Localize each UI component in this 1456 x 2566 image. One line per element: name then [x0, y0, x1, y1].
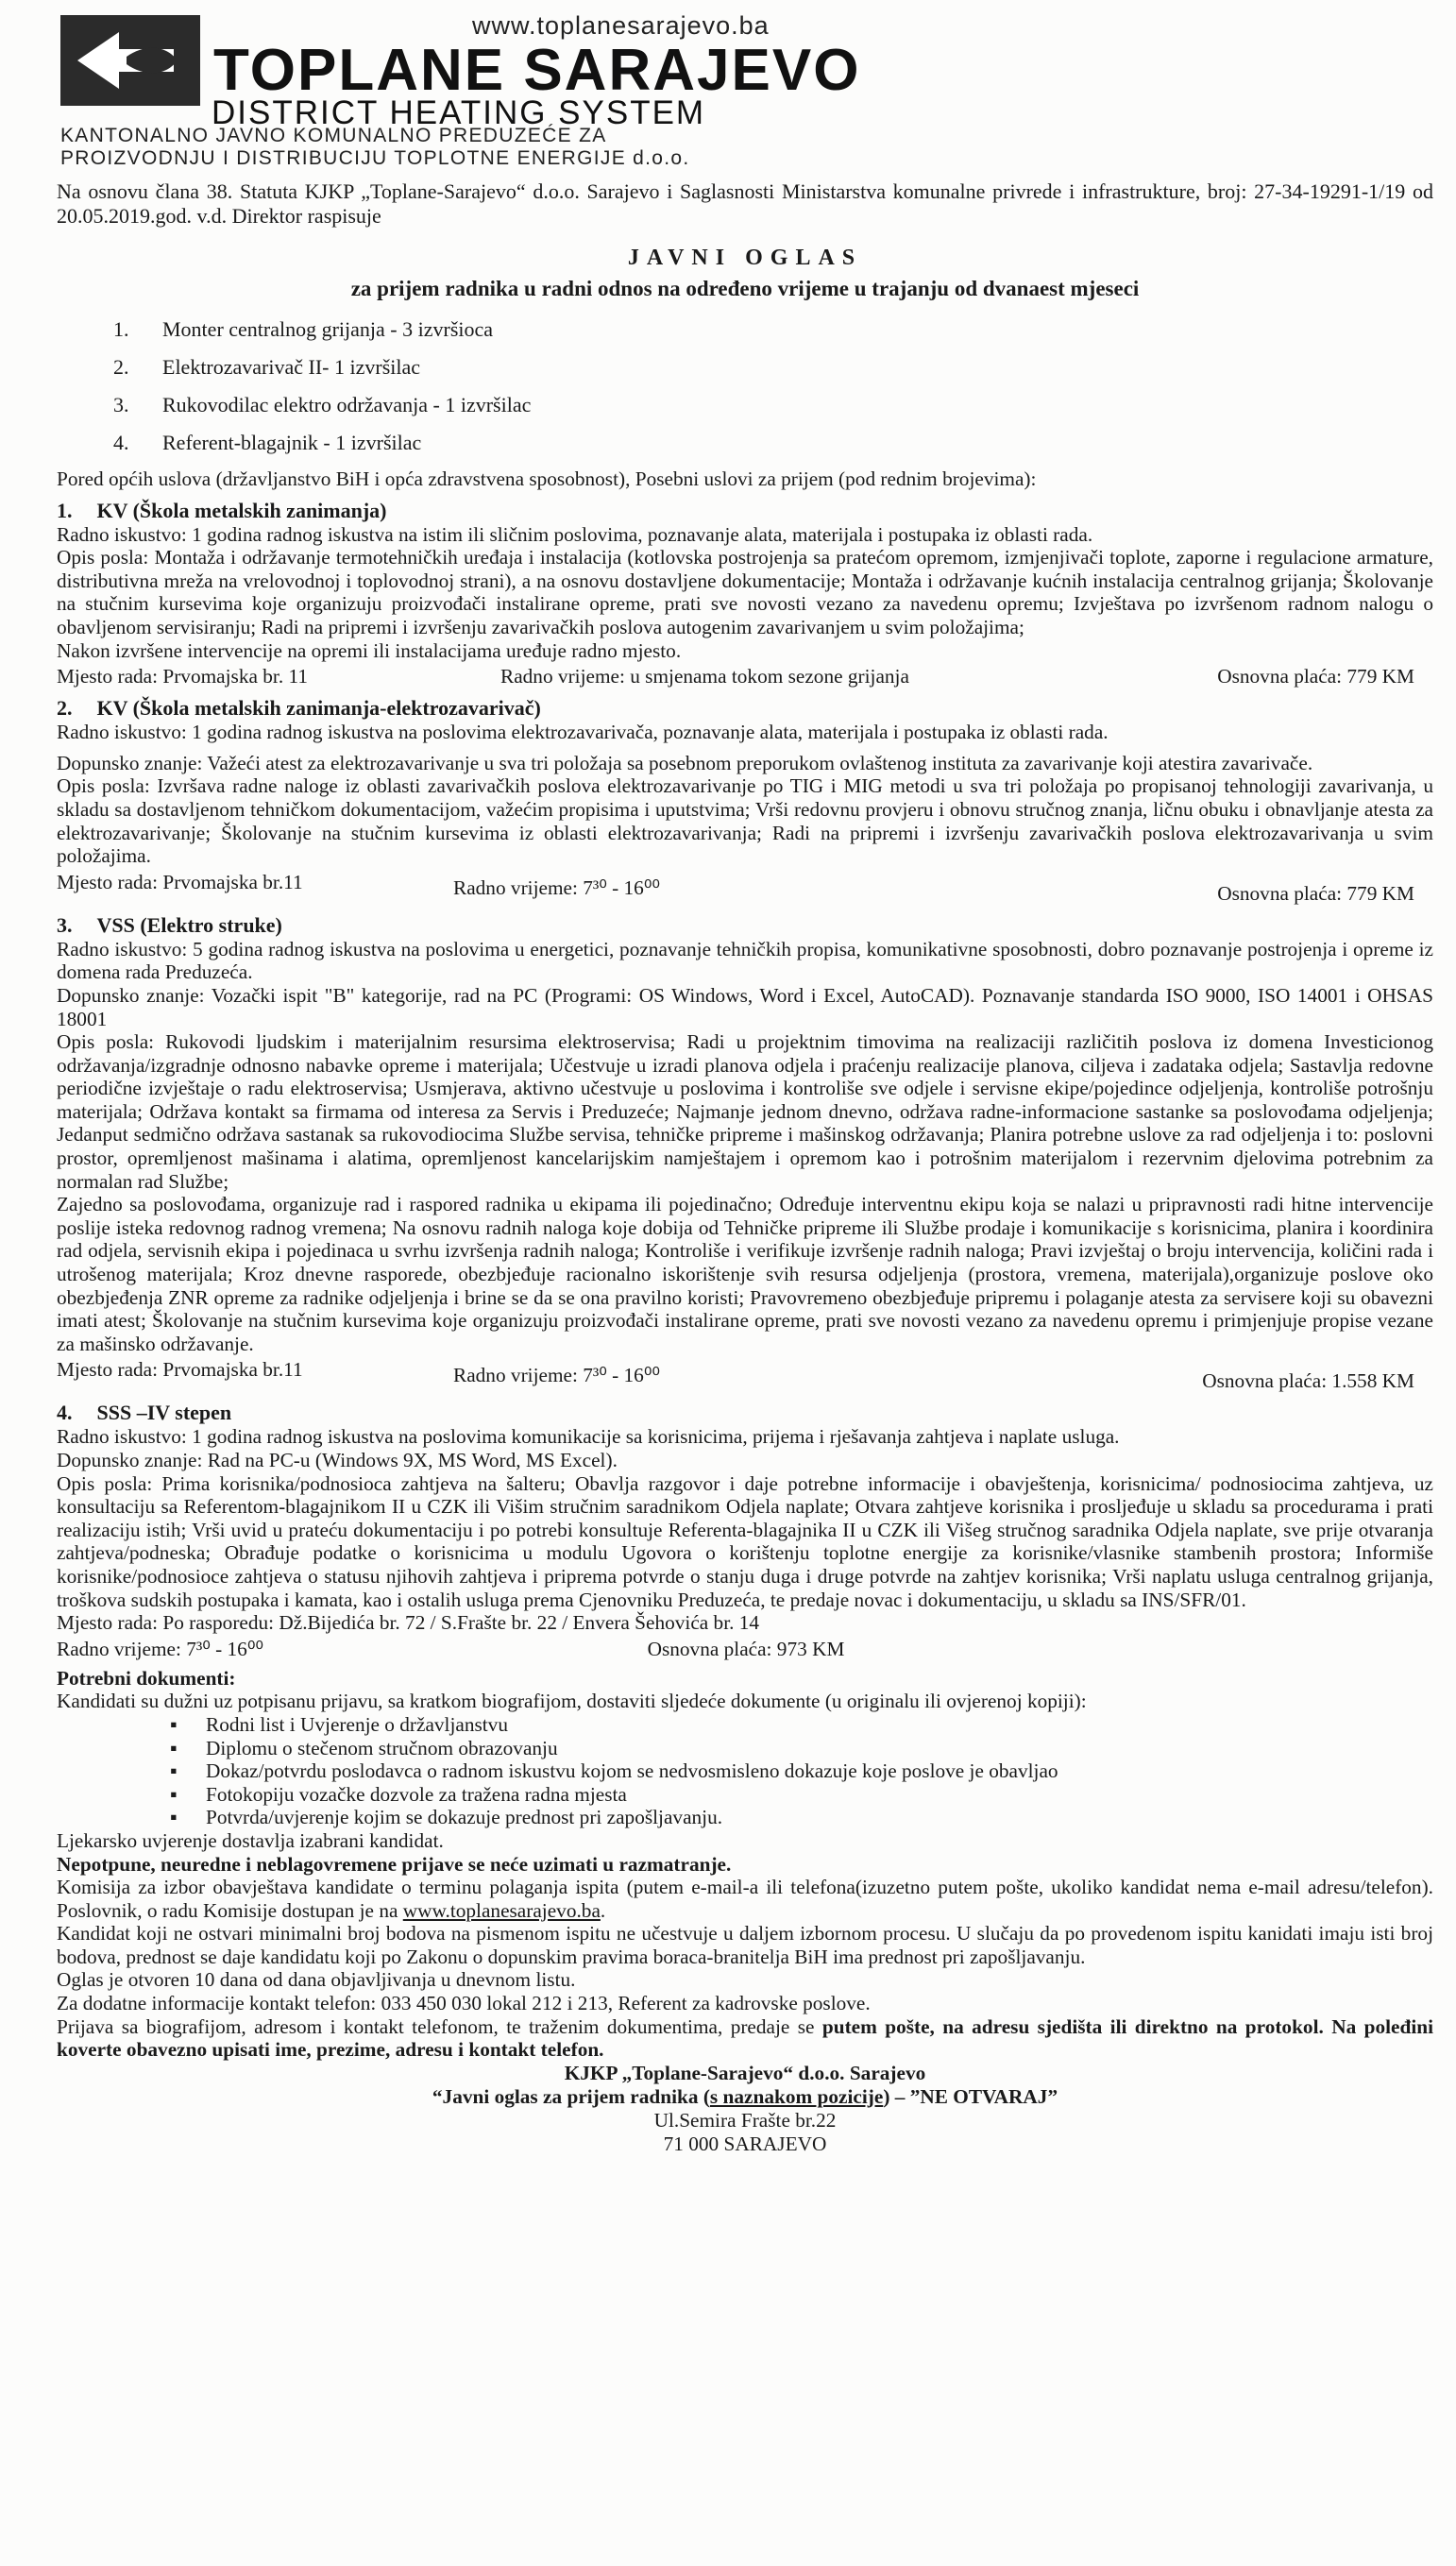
work-place: Mjesto rada: Prvomajska br.11 — [57, 870, 303, 893]
item-text: Referent-blagajnik - 1 izvršilac — [162, 431, 422, 454]
positions-list — [113, 311, 1433, 462]
conditions-intro: Pored općih uslova (državljanstvo BiH i opća zdravstvena sposobnost), Posebni uslovi za prijem (pod rednim brojevima): — [57, 467, 1037, 490]
section-number: 1. — [57, 498, 73, 522]
brand-name: TOPLANE SARAJEVO — [213, 38, 861, 103]
item-text: Elektrozavarivač II- 1 izvršilac — [162, 355, 421, 379]
list-item — [170, 1737, 1433, 1760]
bullet-icon: ▪ — [170, 1712, 178, 1736]
base-salary: Osnovna plaća: 973 KM — [647, 1637, 845, 1660]
list-item — [113, 348, 1433, 386]
list-item — [170, 1806, 1433, 1829]
section-paragraph: Dopunsko znanje: Važeći atest za elektrozavarivanje u sva tri položaja sa posebnom preporukom ovlaštenog instituta za zavarivanje koji atestira zavarivače. — [57, 751, 1313, 774]
envelope-text: “Javni oglas za prijem radnika ( — [432, 2084, 710, 2108]
section-paragraph: Zajedno sa poslovođama, organizuje rad i raspored radnika u ekipama ili pojedinačno; Određuje interventnu ekipu koja se nalazi u pripravnosti radi hitne intervencije poslije isteka redovnog radnog vremena; Na osnovu radnih naloga koje dobija od Tehničke pripreme ili Službe prodaje i komunikacije s korisnicima, planira i koordinira rad odjela, servisnih ekipa i pojedinaca u svrhu izvršenja radnih naloga; Kontroliše i verifikuje izvršenje radnih naloga; Pravi izvještaj o broju intervencija, količini rada i utrošenog materijala; Kroz dnevne rasporede, obezbjeđuje racionalno iskorištenje svih resursa odjeljenja (prostora, vremena, materijala),organizuje poslove oko obezbjeđenja ZNR opreme za radnike odjeljenja i brine se da se ona pravilno koristi; Pravovremeno obezbjeđuje pripremu i polaganje atesta za servisere koji su obavezni imati atest; Školovanje na stučnim kursevima koje organizuju proizvođači instalirane opreme, prati sve novosti vezano za navedenu opremu i primjenjuje propise vezane za mašinsko održavanje. — [57, 1193, 1433, 1355]
section-paragraph: Opis posla: Izvršava radne naloge iz oblasti zavarivačkih poslova elektrozavarivanje po TIG i MIG metodi u sva tri položaja po propisanoj tehnologiji zavarivanja, u skladu sa dostavljenom tehničkom dokumentacijom, važećim propisima i uputstvima; Vrši redovnu provjeru i obnovu stručnog znanja, ličnu obuku i obnavljanje atesta za elektrozavarivanje; Školovanje na stučnim kursevima iz oblasti elektrozavarivanja; Radi na pripremi i izvršenju zavarivačkih poslova elektrozavarivanja u svim položajima. — [57, 774, 1433, 868]
job-info-row — [57, 870, 1433, 906]
docs-intro: Kandidati su dužni uz potpisanu prijavu, sa kratkom biografijom, dostaviti sljedeće dokumente (u originalu ili ovjerenoj kopiji): — [57, 1690, 1087, 1713]
base-salary: Osnovna plaća: 1.558 KM — [1202, 1369, 1414, 1393]
job-info-row — [57, 1357, 1433, 1393]
company-line-2: PROIZVODNJU I DISTRIBUCIJU TOPLOTNE ENERGIJE d.o.o. — [60, 147, 690, 169]
intro-paragraph: Na osnovu člana 38. Statuta KJKP „Toplane-Sarajevo“ d.o.o. Sarajevo i Saglasnosti Ministarstva komunalne privrede i infrastrukture, broj: 27-34-19291-1/19 od 20.05.2019.god. v.d. Direktor raspisuje — [57, 179, 1433, 228]
item-text: Rukovodilac elektro održavanja - 1 izvršilac — [162, 393, 532, 416]
item-text: Diplomu o stečenom stručnom obrazovanju — [206, 1736, 558, 1759]
section-heading — [57, 499, 1433, 523]
commission-text: Komisija za izbor obavještava kandidate o terminu polaganja ispita (putem e-mail-a ili telefona(izuzetno putem pošte, ukoliko kandidat nema e-mail adresu/telefon). Poslovnik, o radu Komisije dostupan je na — [57, 1876, 1433, 1922]
envelope-underlined: s naznakom pozicije — [709, 2084, 884, 2108]
page-title: JAVNI OGLAS — [627, 246, 863, 270]
section-paragraph: Radno iskustvo: 1 godina radnog iskustva na istim ili sličnim poslovima, poznavanje alata, materijala i postupaka iz oblasti rada. — [57, 522, 1093, 546]
job-info-row — [57, 664, 1433, 688]
item-text: Monter centralnog grijanja - 3 izvršioca — [162, 317, 494, 341]
section-title: KV (Škola metalskih zanimanja-elektrozavarivač) — [96, 696, 541, 721]
list-item — [170, 1713, 1433, 1737]
bullet-icon: ▪ — [170, 1736, 178, 1759]
page-subtitle: za prijem radnika u radni odnos na određeno vrijeme u trajanju od dvanaest mjeseci — [350, 277, 1140, 300]
open-note: Oglas je otvoren 10 dana od dana objavljivanja u dnevnom listu. — [57, 1968, 576, 1992]
commission-note — [57, 1876, 1433, 1922]
section-title: KV (Škola metalskih zanimanja) — [96, 498, 387, 522]
work-hours: Radno vrijeme: 7³⁰ - 16⁰⁰ — [57, 1637, 263, 1660]
work-hours: Radno vrijeme: u smjenama tokom sezone grijanja — [500, 665, 909, 688]
docs-list — [170, 1713, 1433, 1829]
item-text: Fotokopiju vozačke dozvole za tražena radna mjesta — [206, 1782, 627, 1806]
letterhead — [57, 6, 1433, 176]
work-hours: Radno vrijeme: 7³⁰ - 16⁰⁰ — [453, 1364, 660, 1387]
section-number: 2. — [57, 696, 73, 721]
section-paragraph: Dopunsko znanje: Rad na PC-u (Windows 9X, MS Word, MS Excel). — [57, 1449, 618, 1471]
item-number: 4. — [113, 431, 129, 454]
section-number: 3. — [57, 912, 73, 937]
address-company: KJKP „Toplane-Sarajevo“ d.o.o. Sarajevo — [564, 2061, 926, 2084]
section-paragraph: Opis posla: Prima korisnika/podnosioca zahtjeva na šalteru; Obavlja razgovor i daje potrebne informacije i obavještenja, korisnicima/ podnosiocima zahtjeva, uz konsultaciju sa Referentom-blagajnikom II u CZK ili Višim stručnim saradnikom Odjela naplate; Otvara zahtjeve korisnika i prosljeđuje u skladu sa procedurama i prati realizaciju istih; Vrši uvid u prateću dokumentaciju i po potrebi konsultuje Referenta-blagajnika II u CZK ili Višeg stručnog saradnika Odjela naplate, sve prije otvaranja zahtjeva/podneska; Obrađuje podatke o korisnicima u modulu Ugovora o korištenju toplotne energije za korisnike/vlasnike stambenih prostora; Informiše korisnike/podnosioce zahtjeva o statusu njihovih zahtjeva i priprema potvrde o stanju duga i druge potvrde na zahtjev korisnika; Vrši naplatu usluga centralnog grijanja, troškova sudskih postupaka i kamata, kao i ostalih usluga prema Cjenovniku Preduzeća, te predaje novac i dokumentaciju, u skladu sa INS/SFR/01. — [57, 1471, 1433, 1611]
company-logo-icon — [60, 15, 200, 106]
list-item — [170, 1783, 1433, 1807]
section-paragraph: Nakon izvršene intervencije na opremi ili instalacijama uređuje radno mjesto. — [57, 638, 682, 662]
points-note: Kandidat koji ne ostvari minimalni broj bodova na pismenom ispitu ne učestvuje u daljem izbornom procesu. U slučaju da po provedenom ispitu kanidati imaju isti broj bodova, prednost se daje kandidatu koji po Zakonu o dopunskim pravima boraca-branitelja BiH ima prednost pri zapošljavanju. — [57, 1922, 1433, 1968]
docs-heading: Potrebni dokumenti: — [57, 1666, 236, 1690]
work-hours: Radno vrijeme: 7³⁰ - 16⁰⁰ — [453, 875, 660, 899]
list-item — [113, 386, 1433, 424]
website-url: www.toplanesarajevo.ba — [472, 11, 770, 40]
item-number: 3. — [113, 393, 129, 416]
section-title: VSS (Elektro struke) — [96, 912, 282, 937]
work-place: Mjesto rada: Prvomajska br. 11 — [57, 665, 308, 688]
list-item — [113, 424, 1433, 462]
submit-text: Prijava sa biografijom, adresom i kontakt telefonom, te traženim dokumentima, predaje se — [57, 2014, 822, 2038]
section-paragraph: Mjesto rada: Po rasporedu: Dž.Bijedića br. 72 / S.Frašte br. 22 / Envera Šehovića br. 14 — [57, 1611, 760, 1635]
base-salary: Osnovna plaća: 779 KM — [1217, 665, 1414, 688]
section-paragraph: Dopunsko znanje: Vozački ispit "B" kategorije, rad na PC (Programi: OS Windows, Word i Excel, AutoCAD). Poznavanje standarda ISO 9000, ISO 14001 i OHSAS 18001 — [57, 983, 1433, 1030]
bullet-icon: ▪ — [170, 1782, 178, 1806]
bullet-icon: ▪ — [170, 1806, 178, 1829]
job-info-row — [57, 1637, 1433, 1661]
submit-text-bold: putem pošte, na adresu sjedišta ili direktno na protokol. Na poleđini koverte obavezno upisati ime, prezime, adresu i kontakt telefon. — [57, 2014, 1433, 2062]
work-place: Mjesto rada: Prvomajska br.11 — [57, 1358, 303, 1382]
section-paragraph: Opis posla: Rukovodi ljudskim i materijalnim resursima elektroservisa; Radi u projektnim timovima na realizaciji različitih poslova iz domena Investicionog održavanja/izgradnje odnosno nabavke opreme i materijala; Učestvuje u izradi planova odjela i praćenju realizacije planova, ciljeva i zadataka odjela; Sastavlja redovne periodične izvještaje o radu elektroservisa; Usmjerava, aktivno učestvuje u poslovima i kontroliše sve odjele i servisne ekipe/pojedince odjeljenja, kontroliše potrošnju materijala; Održava kontakt sa firmama od interesa za Servis i Preduzeće; Najmanje jednom dnevno, održava radne-informacione sastanke sa poslovođama odjeljenja; Jedanput sedmično održava sastanak sa rukovodiocima Službe servisa, tehničke pripreme i mašinskog održavanja; Planira potrebne uslove za rad odjeljenja i to: poslovni prostor, opremljenost mašinama i alatima, opremljenost kancelarijskim namještajem i opremom kao i potrošnim materijalom i rezervnim djelovima potrebnim za normalan rad Službe; — [57, 1030, 1433, 1193]
commission-end: . — [600, 1898, 606, 1922]
base-salary: Osnovna plaća: 779 KM — [1217, 881, 1414, 905]
section-paragraph: Radno iskustvo: 1 godina radnog iskustva na poslovima elektrozavarivača, poznavanje alata, materijala i postupaka iz oblasti rada. — [57, 721, 1109, 744]
section-paragraph: Radno iskustvo: 1 godina radnog iskustva na poslovima komunikacije sa korisnicima, prijema i rješavanja zahtjeva i naplate usluga. — [57, 1425, 1120, 1449]
section-number: 4. — [57, 1401, 73, 1425]
incomplete-note: Nepotpune, neuredne i neblagovremene prijave se neće uzimati u razmatranje. — [57, 1852, 732, 1876]
contact-note: Za dodatne informacije kontakt telefon: 033 450 030 lokal 212 i 213, Referent za kadrovske poslove. — [57, 1992, 871, 2015]
envelope-text-end: ) – ”NE OTVARAJ” — [883, 2084, 1058, 2108]
bullet-icon: ▪ — [170, 1759, 178, 1783]
section-heading — [57, 1401, 1433, 1425]
section-paragraph: Opis posla: Montaža i održavanje termotehničkih uređaja i instalacija (kotlovska postrojenja sa pratećom opremom, izmjenjivači toplote, zaporne i regulacione armature, distributivna mreža na vrelovodnoj i toplovodnoj strani), a na osnovu dostavljene dokumentacije; Montaža i održavanje kućnih instalacija centralnog grijanja; Školovanje na stučnim kursevima koje organizuju proizvođači instalirane opreme, prati sve novosti vezano za navedenu opremu; Izvještava po izvršenom radnom nalogu o obavljenom servisiranju; Radi na pripremi i izvršenju zavarivačkih poslova autogenim zavarivanjem u svim položajima; — [57, 546, 1433, 638]
section-heading — [57, 696, 1433, 721]
medical-note: Ljekarsko uvjerenje dostavlja izabrani kandidat. — [57, 1828, 444, 1852]
submit-note — [57, 2015, 1433, 2062]
section-title: SSS –IV stepen — [96, 1401, 232, 1425]
address-city: 71 000 SARAJEVO — [663, 2132, 827, 2155]
item-text: Potvrda/uvjerenje kojim se dokazuje prednost pri zapošljavanju. — [206, 1806, 723, 1829]
address-envelope-note — [57, 2085, 1433, 2109]
item-number: 1. — [113, 317, 129, 341]
list-item — [170, 1759, 1433, 1783]
section-paragraph: Radno iskustvo: 5 godina radnog iskustva na poslovima u energetici, poznavanje tehničkih propisa, komunikativne sposobnosti, dobro poznavanje postrojenja i opreme iz domena rada Preduzeća. — [57, 937, 1433, 984]
item-text: Rodni list i Uvjerenje o državljanstvu — [206, 1712, 508, 1736]
item-number: 2. — [113, 355, 129, 379]
list-item — [113, 311, 1433, 348]
section-heading — [57, 913, 1433, 938]
brand-subtitle: DISTRICT HEATING SYSTEM — [212, 94, 706, 131]
item-text: Dokaz/potvrdu poslodavca o radnom iskustvu kojom se nedvosmisleno dokazuje koje poslove je obavljao — [206, 1759, 1058, 1783]
website-link[interactable]: www.toplanesarajevo.ba — [402, 1898, 601, 1922]
company-line-1: KANTONALNO JAVNO KOMUNALNO PREDUZEĆE ZA — [60, 125, 607, 146]
address-street: Ul.Semira Frašte br.22 — [653, 2108, 837, 2132]
